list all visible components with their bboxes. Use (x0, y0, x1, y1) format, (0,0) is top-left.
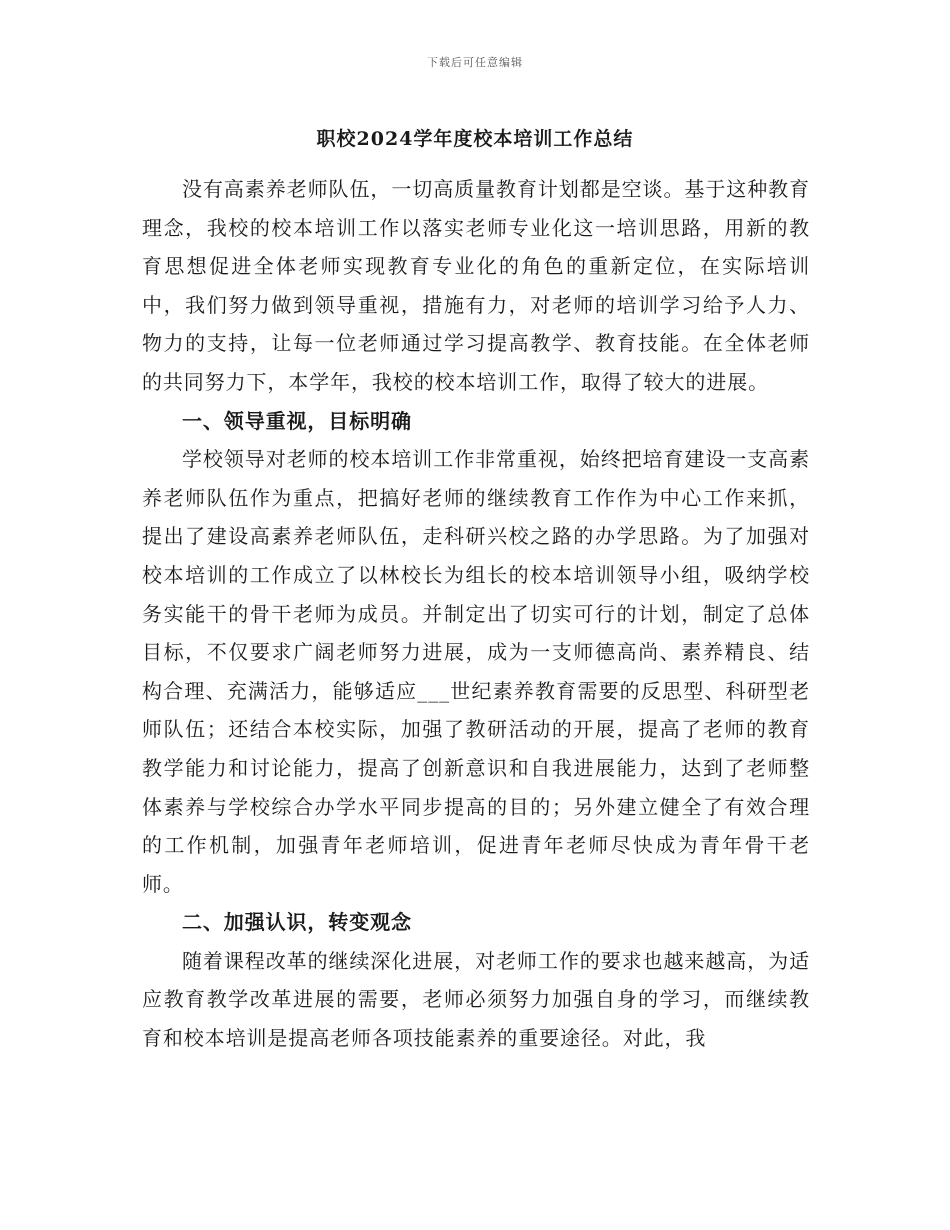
document-title: 职校2024学年度校本培训工作总结 (316, 128, 634, 150)
section-1-paragraph: 学校领导对老师的校本培训工作非常重视，始终把培育建设一支高素养老师队伍作为重点，把搞好老师的继续教育工作作为中心工作来抓，提出了建设高素养老师队伍，走科研兴校之路的办学思路。为了加强对校本培训的工作成立了以林校长为组长的校本培训领导小组，吸纳学校务实能干的骨干老师为成员。并制定出了切实可行的计划，制定了总体目标，不仅要求广阔老师努力进展，成为一支师德高尚、素养精良、结构合理、充满活力，能够适应___世纪素养教育需要的反思型、科研型老师队伍；还结合本校实际，加强了教研活动的开展，提高了老师的教育教学能力和讨论能力，提高了创新意识和自我进展能力，达到了老师整体素养与学校综合办学水平同步提高的目的；另外建立健全了有效合理的工作机制，加强青年老师培训，促进青年老师尽快成为青年骨干老师。 (142, 447, 810, 896)
section-2-paragraph: 随着课程改革的继续深化进展，对老师工作的要求也越来越高，为适应教育教学改革进展的需要，老师必须努力加强自身的学习，而继续教育和校本培训是提高老师各项技能素养的重要途径。对此，我 (142, 948, 810, 1051)
intro-paragraph: 没有高素养老师队伍，一切高质量教育计划都是空谈。基于这种教育理念，我校的校本培训工作以落实老师专业化这一培训思路，用新的教育思想促进全体老师实现教育专业化的角色的重新定位，在实际培训中，我们努力做到领导重视，措施有力，对老师的培训学习给予人力、物力的支持，让每一位老师通过学习提高教学、教育技能。在全体老师的共同努力下，本学年，我校的校本培训工作，取得了较大的进展。 (142, 177, 810, 394)
header-note: 下载后可任意编辑 (427, 56, 523, 69)
section-2-heading: 二、加强认识，转变观念 (182, 910, 412, 935)
document-body (142, 170, 810, 1058)
section-1-heading: 一、领导重视，目标明确 (182, 408, 412, 433)
